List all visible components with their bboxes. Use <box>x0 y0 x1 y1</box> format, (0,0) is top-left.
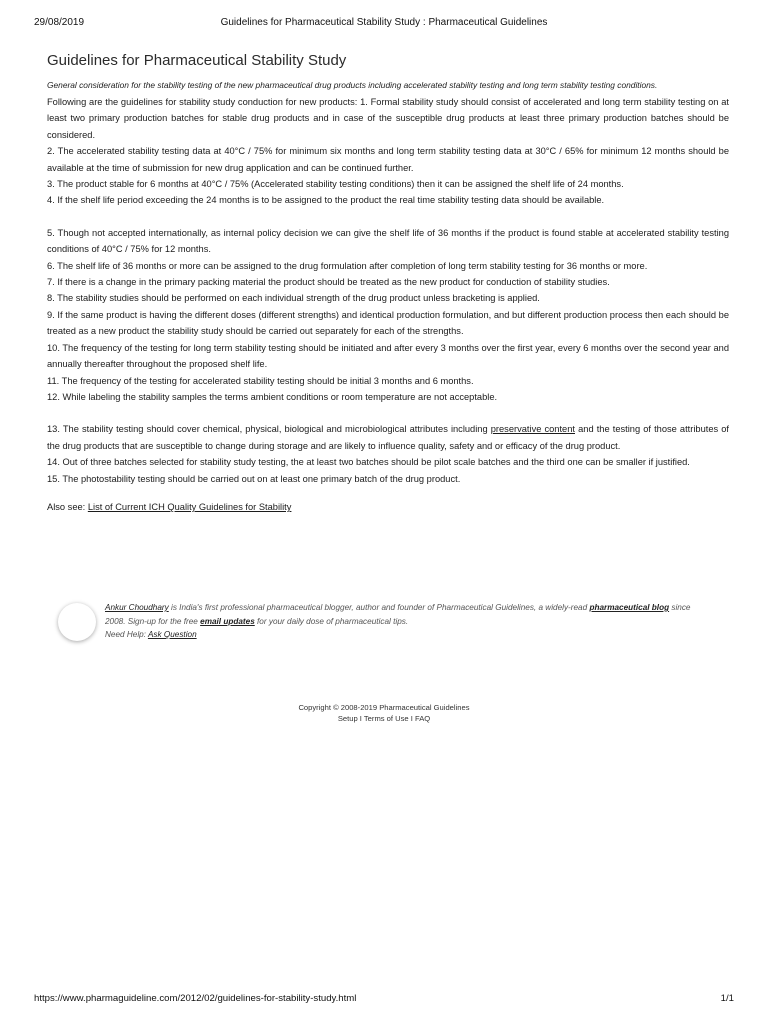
print-footer <box>34 993 734 1007</box>
paragraph-15: 15. The photostability testing should be carried out on at least one primary batch of the drug product. <box>47 473 461 484</box>
print-date: 29/08/2019 <box>34 17 85 28</box>
author-name-link[interactable]: Ankur Choudhary <box>105 603 169 612</box>
footer-separator: I <box>357 714 364 723</box>
site-footer <box>0 702 768 724</box>
ask-question-link[interactable]: Ask Question <box>147 630 197 639</box>
print-title: Guidelines for Pharmaceutical Stability Study : Pharmaceutical Guidelines <box>220 17 548 28</box>
copyright: Copyright © 2008-2019 Pharmaceutical Guidelines <box>298 703 470 712</box>
email-updates-link[interactable]: email updates <box>200 616 255 626</box>
paragraph-3: 3. The product stable for 6 months at 40°C / 75% (Accelerated stability testing conditions) then it can be assigned the shelf life of 24 months. <box>47 179 624 190</box>
paragraph-6: 6. The shelf life of 36 months or more can be assigned to the drug formulation after completion of long term stability testing for 36 months or more. <box>47 260 648 271</box>
paragraph-4: 4. If the shelf life period exceeding the 24 months is to be assigned to the product the real time stability testing data should be available. <box>47 195 605 206</box>
preservative-content-link[interactable]: preservative content <box>490 424 575 435</box>
p13-text-start: 13. The stability testing should cover chemical, physical, biological and microbiological attributes including <box>47 424 491 435</box>
spacer <box>47 405 729 421</box>
paragraph-2: 2. The accelerated stability testing data at 40°C / 75% for minimum six months and long term stability testing data at 30°C / 65% for minimum 12 months should be available at the time of submission for new drug application and can be continued further. <box>47 146 729 173</box>
paragraph-10: 10. The frequency of the testing for long term stability testing should be initiated and after every 3 months over the first year, every 6 months over the second year and annually thereafter throughout the proposed shelf life. <box>47 342 729 370</box>
need-help-label: Need Help: <box>105 630 148 639</box>
paragraph-9: 9. If the same product is having the different doses (different strengths) and identical production formulation, and but different production process then each should be treated as a new product the stability study should be carried out separately for each of the strengths. <box>47 309 729 337</box>
intro-text: General consideration for the stability testing of the new pharmaceutical drug products including accelerated stability testing and long term stability testing conditions. <box>47 80 658 90</box>
ich-guidelines-link[interactable]: List of Current ICH Quality Guidelines for Stability <box>87 501 292 512</box>
page-title: Guidelines for Pharmaceutical Stability Study <box>47 52 347 69</box>
avatar <box>58 603 96 641</box>
paragraph-13 <box>47 421 729 454</box>
author-text-3: for your daily dose of pharmaceutical tips. <box>254 616 409 626</box>
also-see-label: Also see: <box>47 501 88 512</box>
paragraph-14: 14. Out of three batches selected for stability study testing, the at least two batches should be pilot scale batches and the third one can be smaller if justified. <box>47 457 690 468</box>
paragraph-11: 11. The frequency of the testing for accelerated stability testing should be initial 3 months and 6 months. <box>47 375 474 386</box>
setup-link[interactable]: Setup <box>337 714 358 723</box>
author-text-2: since 2008. Sign-up for the free <box>105 603 691 626</box>
print-url: https://www.pharmaguideline.com/2012/02/guidelines-for-stability-study.html <box>34 993 357 1004</box>
paragraph-1: Following are the guidelines for stability study conduction for new products: 1. Formal stability study should consist of accelerated and long term stability testing on at least two primary production batches for stable drug products and in case of the susceptible drug products at least three primary production batches should be considered. <box>47 97 729 140</box>
pharmaceutical-blog-link[interactable]: pharmaceutical blog <box>589 603 670 612</box>
page-number: 1/1 <box>720 993 734 1004</box>
author-text-1: is India's first professional pharmaceutical blogger, author and founder of Pharmaceutical Guidelines, a widely-read <box>168 603 590 612</box>
author-box <box>58 601 698 647</box>
paragraph-8: 8. The stability studies should be performed on each individual strength of the drug product unless bracketing is applied. <box>47 293 540 304</box>
author-bio <box>105 601 705 642</box>
paragraph-5: 5. Though not accepted internationally, as internal policy decision we can give the shelf life of 36 months if the product is found stable at accelerated stability testing conditions of 40°C / 75% for 12 months. <box>47 227 729 255</box>
p13-text-end: and the testing of those attributes of the drug products that are susceptible to change during storage and are likely to influence quality, safety and or efficacy of the drug product. <box>47 424 730 451</box>
spacer <box>47 209 729 225</box>
paragraph-7: 7. If there is a change in the primary packing material the product should be treated as the new product for conduction of stability studies. <box>47 277 610 288</box>
faq-link[interactable]: FAQ <box>414 714 431 723</box>
footer-separator: I <box>408 714 415 723</box>
paragraph-12: 12. While labeling the stability samples the terms ambient conditions or room temperature are not acceptable. <box>47 391 498 402</box>
also-see <box>47 499 729 515</box>
print-header <box>34 17 734 31</box>
terms-link[interactable]: Terms of Use <box>363 714 409 723</box>
article <box>47 52 729 515</box>
footer-links <box>0 713 768 724</box>
